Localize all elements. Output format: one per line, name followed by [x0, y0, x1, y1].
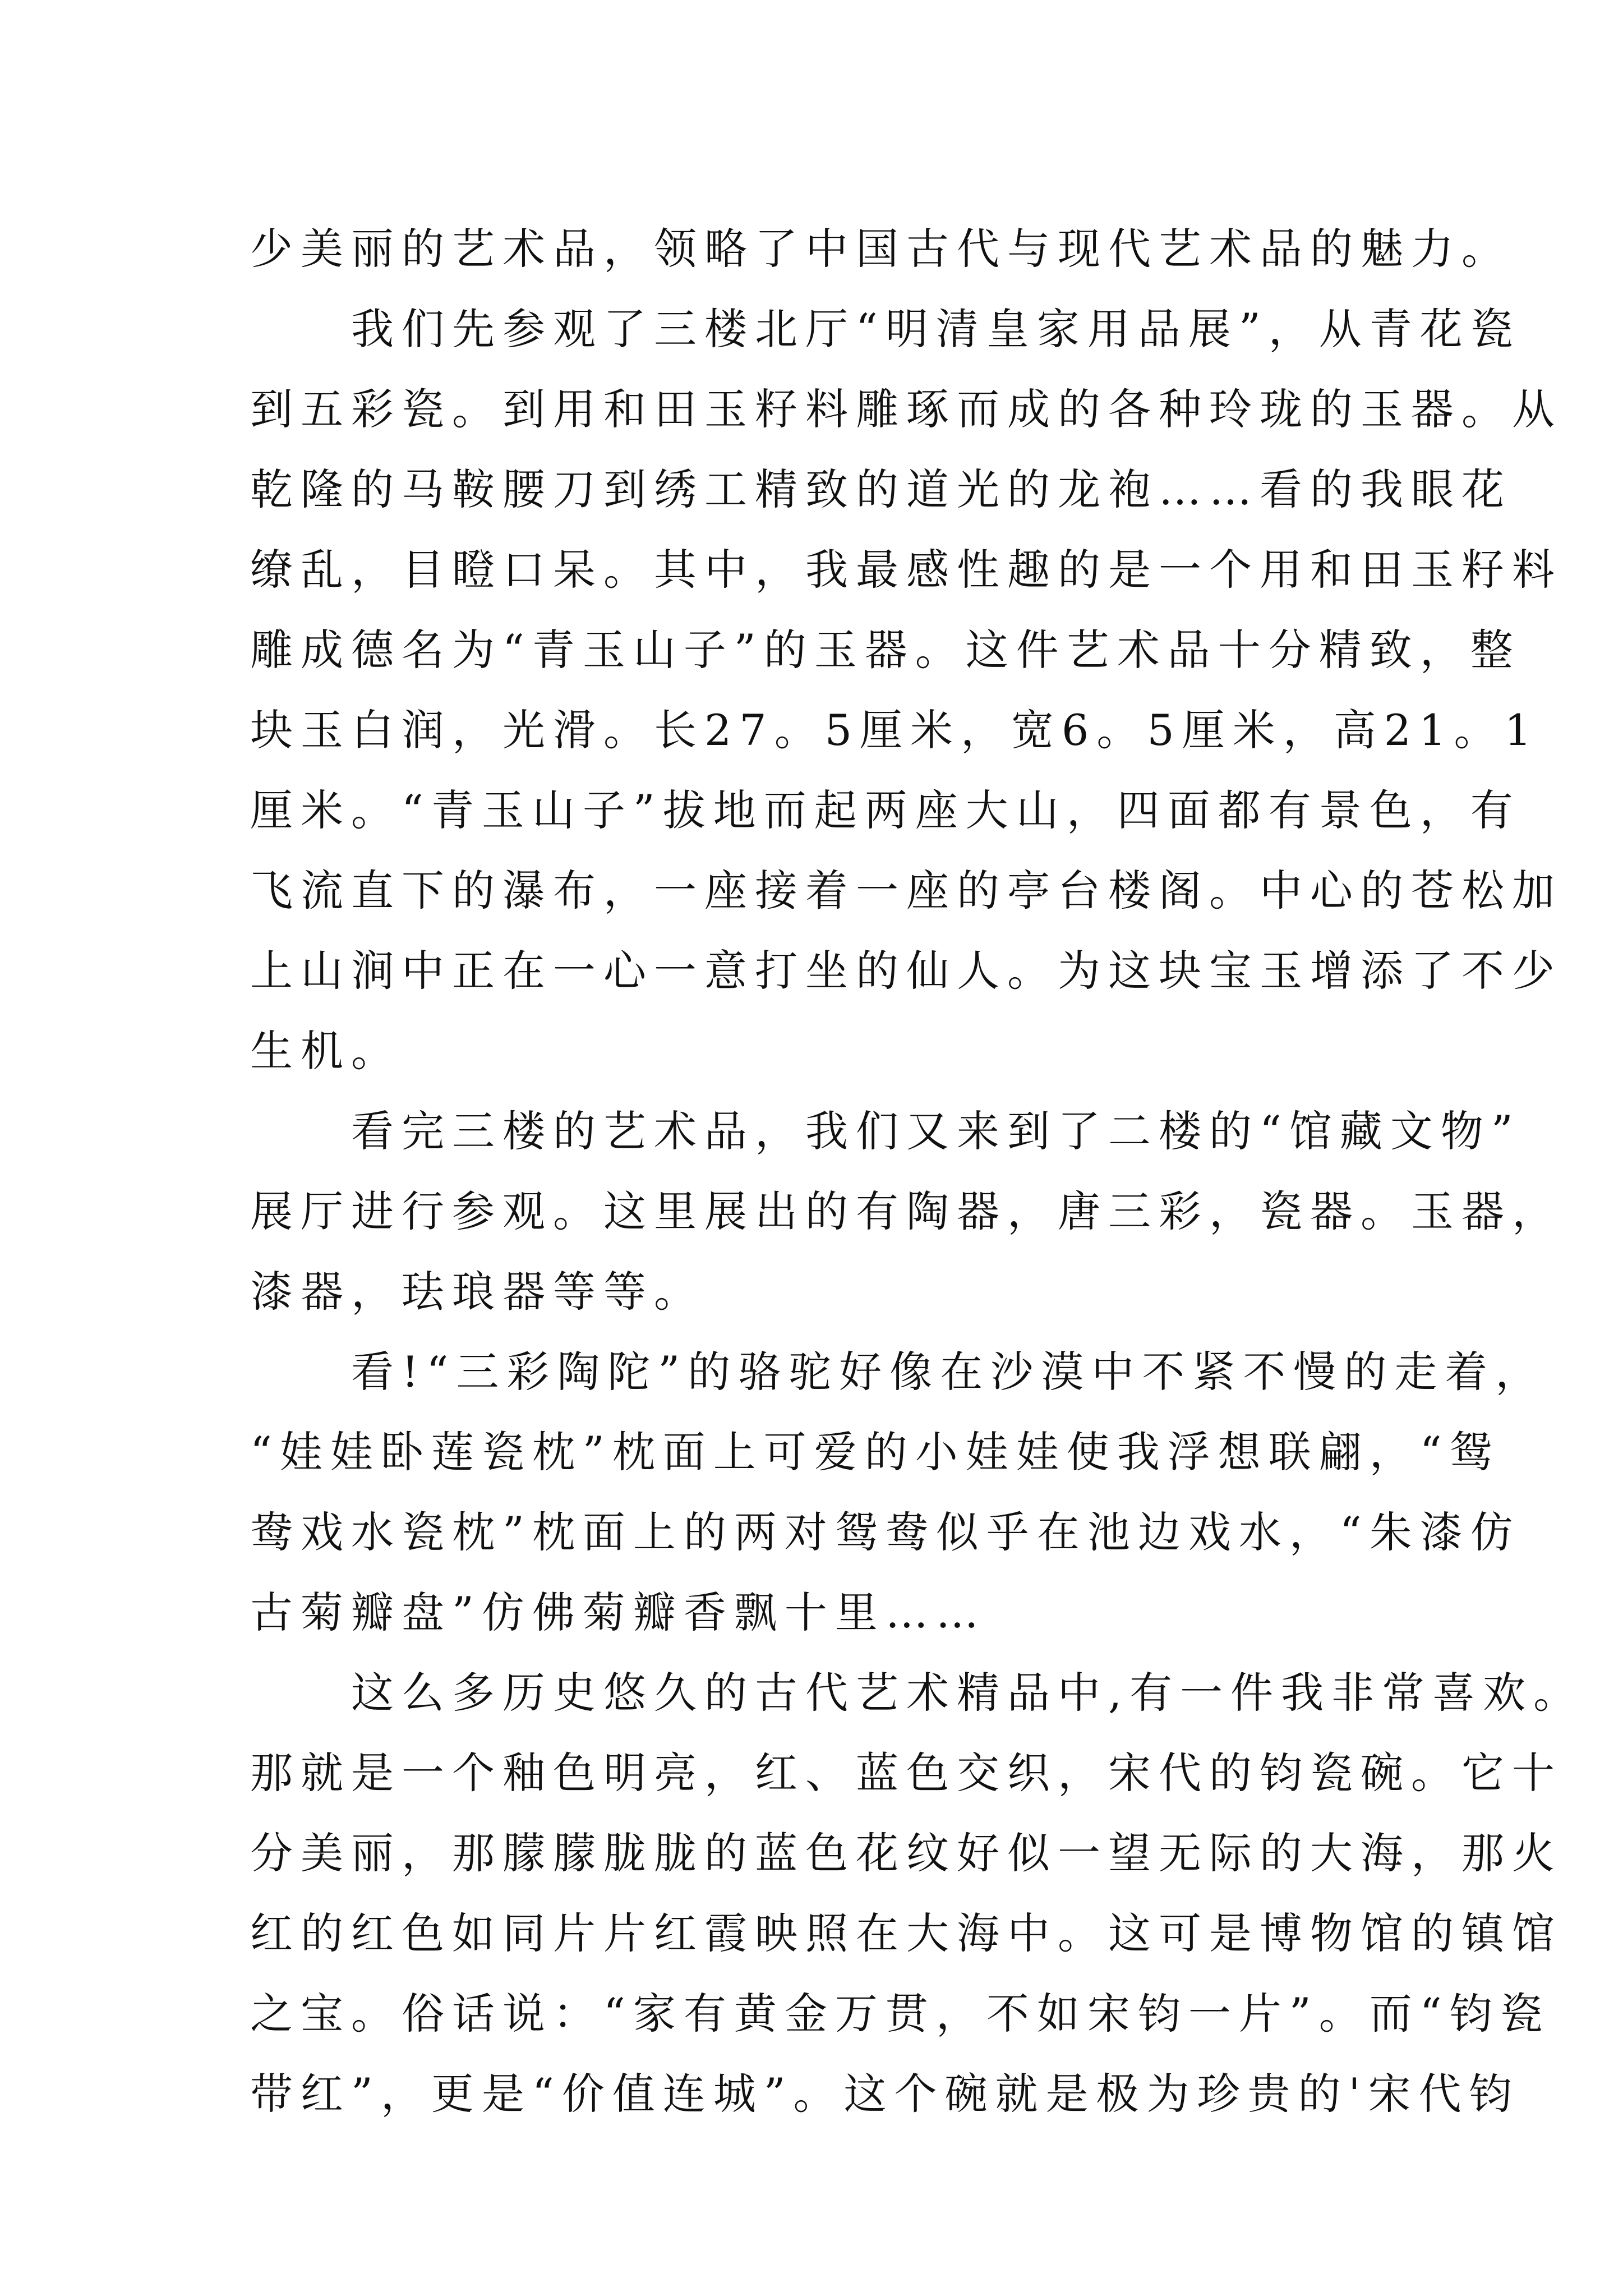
text-line: 古菊瓣盘”仿佛菊瓣香飘十里…… — [250, 1588, 986, 1637]
text-line: 那就是一个釉色明亮，红、蓝色交织，宋代的钧瓷碗。它十 — [250, 1748, 1562, 1798]
text-line: 生机。 — [250, 1026, 402, 1076]
text-line: 少美丽的艺术品，领略了中国古代与现代艺术品的魅力。 — [250, 224, 1512, 274]
text-line: 看!“三彩陶陀”的骆驼好像在沙漠中不紧不慢的走着， — [250, 1347, 1546, 1397]
text-line: 漆器，珐琅器等等。 — [250, 1267, 704, 1317]
text-line: 雕成德名为“青玉山子”的玉器。这件艺术品十分精致，整 — [250, 625, 1521, 675]
text-line: 到五彩瓷。到用和田玉籽料雕琢而成的各种玲珑的玉器。从 — [250, 384, 1562, 434]
text-line: 红的红色如同片片红霞映照在大海中。这可是博物馆的镇馆 — [250, 1908, 1562, 1958]
text-line: 乾隆的马鞍腰刀到绣工精致的道光的龙袍……看的我眼花 — [250, 464, 1512, 514]
text-line: 之宝。俗话说：“家有黄金万贯，不如宋钧一片”。而“钧瓷 — [250, 1989, 1551, 2039]
text-line: 展厅进行参观。这里展出的有陶器，唐三彩，瓷器。玉器， — [250, 1186, 1562, 1236]
text-line: 飞流直下的瀑布，一座接着一座的亭台楼阁。中心的苍松加 — [250, 866, 1562, 915]
text-line: 缭乱，目瞪口呆。其中，我最感性趣的是一个用和田玉籽料 — [250, 545, 1562, 595]
text-line: 块玉白润，光滑。长27。5厘米，宽6。5厘米，高21。1 — [250, 705, 1539, 755]
text-line: 上山涧中正在一心一意打坐的仙人。为这块宝玉增添了不少 — [250, 946, 1562, 996]
text-line: 鸯戏水瓷枕”枕面上的两对鸳鸯似乎在池边戏水，“朱漆仿 — [250, 1507, 1521, 1557]
text-line: 看完三楼的艺术品，我们又来到了二楼的“馆藏文物” — [250, 1106, 1521, 1156]
text-line: 这么多历史悠久的古代艺术精品中,有一件我非常喜欢。 — [250, 1668, 1584, 1718]
text-line: 厘米。“青玉山子”拔地而起两座大山，四面都有景色，有 — [250, 785, 1521, 835]
text-line: 带红”，更是“价值连城”。这个碗就是极为珍贵的'宋代钧 — [250, 2069, 1520, 2119]
text-line: 我们先参观了三楼北厅“明清皇家用品展”，从青花瓷 — [250, 304, 1521, 354]
text-line: “娃娃卧莲瓷枕”枕面上可爱的小娃娃使我浮想联翩，“鸳 — [250, 1427, 1500, 1477]
body-text — [250, 209, 1584, 2134]
text-line: 分美丽，那朦朦胧胧的蓝色花纹好似一望无际的大海，那火 — [250, 1828, 1562, 1878]
